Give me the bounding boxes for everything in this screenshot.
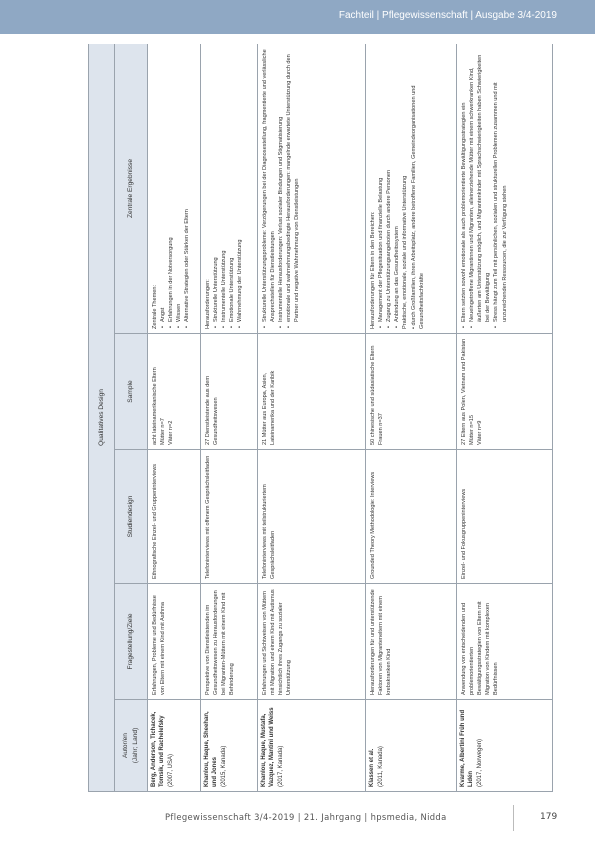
- result-item: • Zugang zu Unterstützungsangeboten durch andere Personen: [385, 48, 393, 322]
- goal-cell: Erfahrungen, Probleme und Bedürfnisse von Eltern mit einem Kind mit Asthma: [148, 584, 201, 700]
- results-intro: Zentrale Themen:: [152, 284, 158, 329]
- column-header-sample: Sample: [115, 334, 148, 450]
- column-header-results: Zentrale Ergebnisse: [115, 44, 148, 334]
- result-item: • Wahrnehmung der Unterstützung: [236, 48, 244, 322]
- table-row: [148, 44, 201, 792]
- results-list: [377, 48, 401, 329]
- results-cell: [366, 44, 457, 334]
- header-band: [0, 0, 595, 34]
- sample-cell: 50 chinesische und südasiatische Eltern Frauen n=37: [366, 334, 457, 450]
- design-cell: Grounded Theory Methodologie: Interviews: [366, 450, 457, 584]
- sample-cell: acht lateinamerikanische Eltern Mütter n=7 Väter n=2: [148, 334, 201, 450]
- studies-table: [88, 44, 553, 792]
- results-cell: [258, 44, 366, 334]
- column-header-design: Studiendesign: [115, 450, 148, 584]
- running-footer: Pflegewissenschaft 3/4-2019 | 21. Jahrgang | hpsmedia, Nidda: [165, 812, 447, 822]
- author-cell: [201, 700, 258, 792]
- result-item: • Neueingetroffene Migrantinnen und Migranten, alleinerziehende Mütter mit einem schwerkranken Kind, äußerten am Unterstützung möglich, und Migrantenkinder mit Sprachschwierigkeiten haben Schwierigkeiten bei der Bewältigung: [468, 48, 492, 322]
- results-list: [159, 48, 191, 329]
- author-year: (2017, Kanada): [277, 745, 284, 787]
- goal-cell: Erfahrungen und Sichtweisen von Müttern mit Migration und einem Kind mit Autismus hinsichtlich ihres Zugangs zu sozialer Unterstützung: [258, 584, 366, 700]
- result-item: • Emotionale Unterstützung: [228, 48, 236, 322]
- results-cell: [201, 44, 258, 334]
- author-name: Khanlou, Haque, Mustafa, Vazquez, Mantini und Weiss: [261, 707, 275, 787]
- author-year: (2007, USA): [167, 753, 174, 787]
- author-cell: [366, 700, 457, 792]
- result-item: • Strukturelle Unterstützungsprobleme: Verzögerungen bei der Diagnosestellung, fragmentierte und verlässliche Ansprechstellen für Dienstleistungen: [261, 48, 277, 322]
- table-row: [457, 44, 553, 792]
- author-cell: [457, 700, 553, 792]
- results-intro: Herausforderungen:: [205, 279, 211, 329]
- rotated-table-frame: [88, 44, 568, 792]
- author-year: (2011, Kanada): [377, 746, 384, 787]
- table-row: [366, 44, 457, 792]
- result-item: • emotionale und wahrnehmungsbedingte Herausforderungen: mangelnde erwartete Unterstützung durch den Partner und negative Wahrnehmung von Dienstleistungen: [285, 48, 301, 322]
- sample-cell: 27 Eltern aus Polen, Vietnam und Pakistan Mütter n=15 Väter n=9: [457, 334, 553, 450]
- author-name: Klassen et al.: [369, 748, 375, 787]
- author-cell: [148, 700, 201, 792]
- table-row: [201, 44, 258, 792]
- results-cell: [457, 44, 553, 334]
- column-header-goals: Fragestellung/Ziele: [115, 584, 148, 700]
- results-list: [261, 48, 302, 329]
- footer-divider: [513, 805, 514, 831]
- sample-cell: 21 Mütter aus Europa, Asien, Lateinamerika und der Karibik: [258, 334, 366, 450]
- column-header-authors: Autor/en (Jahr; Land): [115, 700, 148, 792]
- design-cell: Telefoninterviews mit offenem Gesprächsleitfaden: [201, 450, 258, 584]
- author-year: (2015, Kanada): [220, 745, 227, 787]
- results-cell: [148, 44, 201, 334]
- design-cell: Ethnografische Einzel- und Gruppeninterviews: [148, 450, 201, 584]
- design-cell: Telefoninterviews mit teilstrukturiertem Gesprächsleitfaden: [258, 450, 366, 584]
- result-item: • Angst: [159, 48, 167, 322]
- author-cell: [258, 700, 366, 792]
- rotated-table-container: [88, 44, 568, 792]
- page-number: 179: [540, 812, 558, 822]
- author-name: Khanlou, Haque, Sheehan, und Jones: [204, 711, 218, 787]
- result-item: • Wissen: [175, 48, 183, 322]
- sample-cell: 27 Dienstleistende aus dem Gesundheitswesen: [201, 334, 258, 450]
- author-year: (2017, Norwegen): [476, 738, 483, 787]
- result-item: • Strukturelle Unterstützung: [212, 48, 220, 322]
- author-name: Kvarme, Albertini Früh und Lidén: [460, 709, 474, 787]
- result-item: • Stress hängt zum Teil mit persönlichen, sozialen und strukturellen Problemen zusammen und mit unzureichenden Ressourcen, die zur Verfügung stehen: [492, 48, 508, 322]
- results-list: [460, 48, 509, 329]
- result-item: • Alternative Strategien oder Stärken der Eltern: [183, 48, 191, 322]
- design-cell: Einzel- und Fokusgruppeninterviews: [457, 450, 553, 584]
- author-name: Berg, Anderson, Tichacek, Tomsik, und Rachelefsky: [151, 711, 165, 787]
- results-list: [212, 48, 244, 329]
- result-item: • Anbindung an das Gesundheitssystem: [393, 48, 401, 322]
- goal-cell: Herausforderungen für und unterstützende Faktoren von Migranteneltern mit einem krebskranken Kind: [366, 584, 457, 700]
- goal-cell: Anwendung von entscheidenden und problemorientierten Bewältigungsstrategien von Eltern mit Migration von Kindern mit komplexen Bedürfnissen: [457, 584, 553, 700]
- result-item: • Instrumentelle Herausforderungen: Verlust sozialer Bindungen und Stigmatisierung: [277, 48, 285, 322]
- goal-cell: Perspektive von Dienstleistenden im Gesundheitswesen zu Herausforderungen bei Migranten-Müttern mit einem Kind mit Behinderung: [201, 584, 258, 700]
- running-header: Fachteil | Pflegewissenschaft | Ausgabe 3/4-2019: [338, 10, 557, 21]
- table-group-header: Qualitatives Design: [89, 44, 115, 792]
- result-item: • Erfahrungen in der Notversorgung: [167, 48, 175, 322]
- result-item: • Instrumentelle Unterstützung: [220, 48, 228, 322]
- table-row: [258, 44, 366, 792]
- results-intro: Herausforderungen für Eltern in den Bereichen:: [370, 211, 376, 329]
- result-item: • Eltern setzten sowohl emotionale als auch problemorientierte Bewältigungsstrategien ein: [460, 48, 468, 322]
- result-item: • Management der Pflegesituation und finanzielle Belastung: [377, 48, 385, 322]
- results-extra: Praktische, emotionale, soziale und informative Unterstützung • durch Großfamilien, ihren Arbeitsplatz, andere betroffene Familien, Gemeindeorganisationen und Gesundheitsfachkräfte: [402, 85, 425, 329]
